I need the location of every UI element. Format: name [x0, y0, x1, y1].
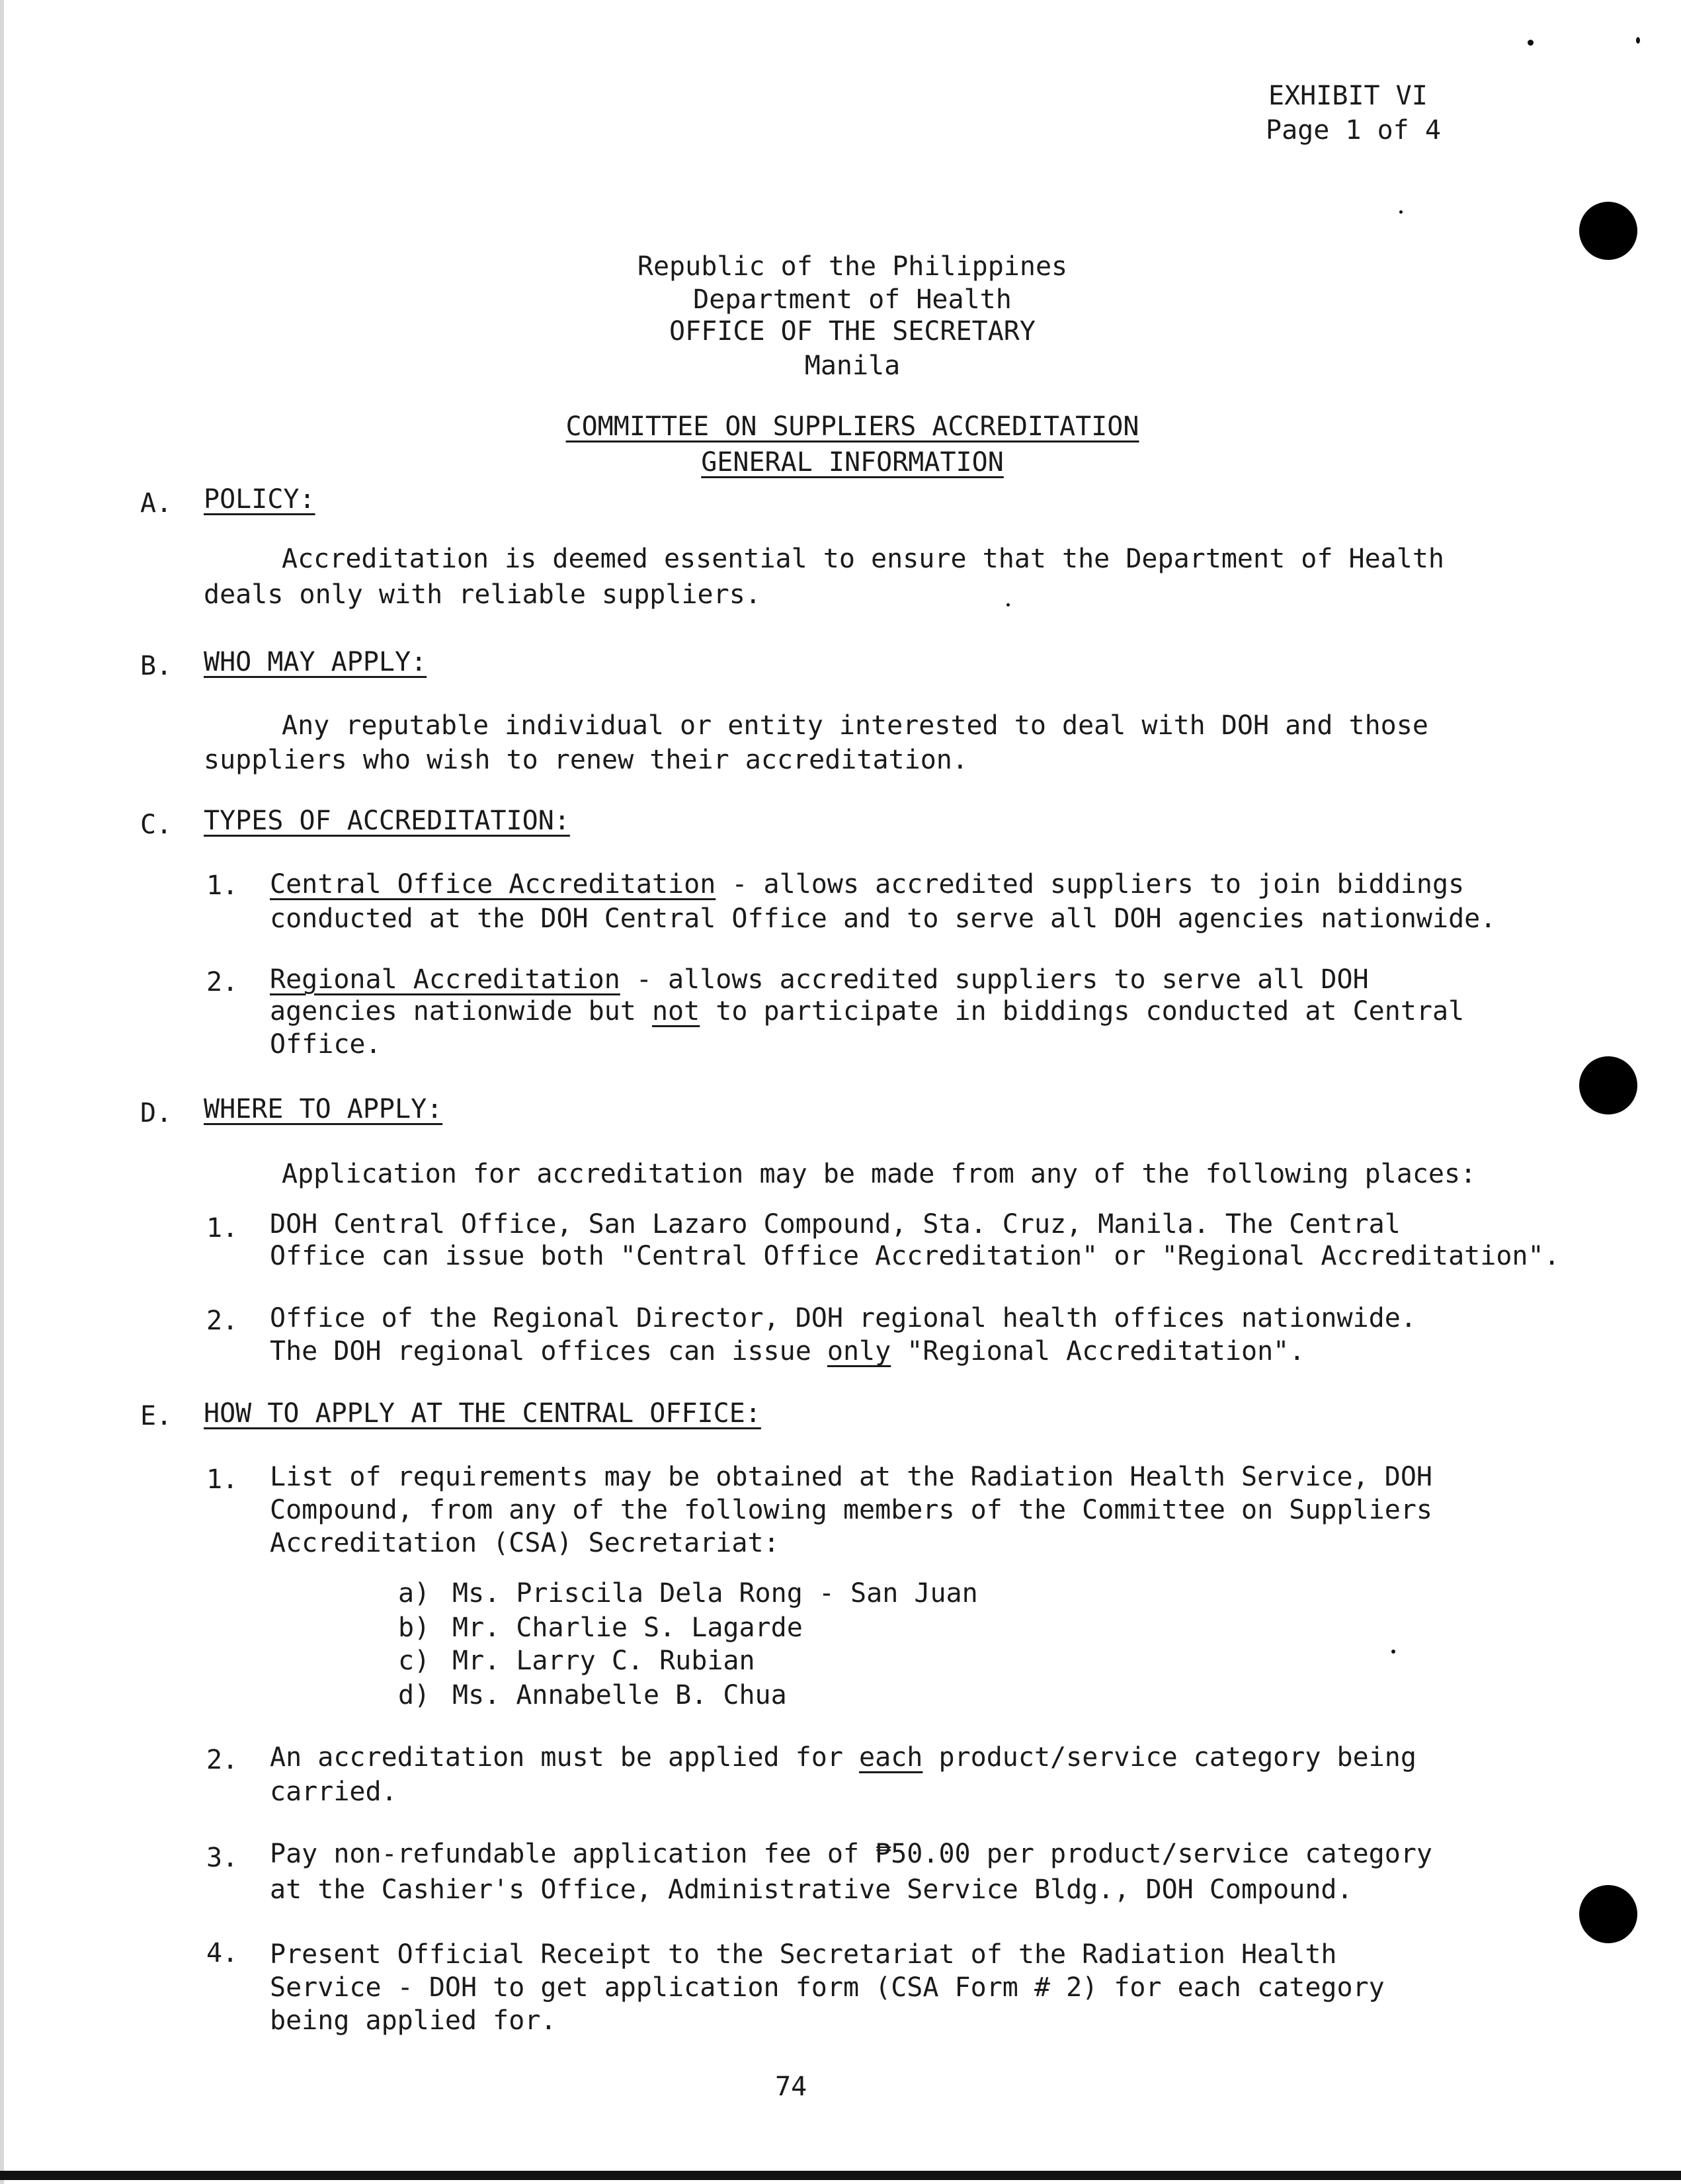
how-item2-line1-end: product/service category being: [922, 1742, 1416, 1773]
where-to-apply-intro: Application for accreditation may be made from any of the following places:: [282, 1159, 1477, 1189]
member-label: d): [398, 1680, 430, 1710]
letterhead-republic: Republic of the Philippines: [637, 251, 1068, 282]
types-item2-num: 2.: [206, 967, 239, 997]
where-item2-line2: [270, 1335, 1305, 1368]
how-item3-line2: at the Cashier's Office, Administrative Service Bldg., DOH Compound.: [270, 1874, 1353, 1905]
section-e-heading: HOW TO APPLY AT THE CENTRAL OFFICE:: [204, 1398, 761, 1429]
types-item2-description: - allows accredited suppliers to serve all DOH: [620, 964, 1369, 995]
where-item2-line1: Office of the Regional Director, DOH regional health offices nationwide.: [270, 1303, 1416, 1333]
letterhead-department: Department of Health: [693, 284, 1012, 315]
who-may-apply-line1: Any reputable individual or entity interested to deal with DOH and those: [282, 710, 1428, 741]
how-item2-line1-start: An accreditation must be applied for: [270, 1742, 860, 1773]
types-item2-line2: [270, 995, 1464, 1028]
binder-hole-middle: [1579, 1056, 1637, 1114]
section-b-letter: B.: [140, 651, 173, 681]
secretariat-member: [398, 1611, 803, 1644]
binder-hole-bottom: [1579, 1885, 1637, 1943]
letterhead-office: OFFICE OF THE SECRETARY: [669, 316, 1036, 347]
types-item1-num: 1.: [206, 870, 239, 901]
section-d-heading: WHERE TO APPLY:: [204, 1094, 443, 1124]
where-item2-line2-end: "Regional Accreditation".: [891, 1336, 1305, 1366]
section-c-letter: C.: [140, 810, 173, 840]
member-name: Ms. Priscila Dela Rong - San Juan: [452, 1578, 978, 1609]
exhibit-label: EXHIBIT VI: [1268, 81, 1428, 111]
how-item3-num: 3.: [206, 1843, 239, 1873]
how-item4-num: 4.: [206, 1938, 239, 1968]
regional-accreditation-term: Regional Accreditation: [270, 964, 620, 995]
how-item2-line2: carried.: [270, 1777, 397, 1807]
scan-speck: [1399, 210, 1403, 214]
types-item2-line1: [270, 963, 1369, 996]
section-e-letter: E.: [140, 1401, 173, 1431]
page-bottom-edge: [0, 2171, 1681, 2180]
member-label: c): [398, 1646, 430, 1676]
emphasis-not: not: [651, 996, 700, 1027]
scan-speck: [1528, 40, 1534, 46]
page-edge: [0, 0, 4, 2184]
letterhead-city: Manila: [804, 351, 901, 381]
where-item1-num: 1.: [206, 1213, 239, 1243]
types-item1-description: - allows accredited suppliers to join biddings: [716, 869, 1465, 900]
how-item4-line2: Service - DOH to get application form (CSA Form # 2) for each category: [270, 1972, 1385, 2003]
types-item2-line3: Office.: [270, 1029, 382, 1060]
member-name: Ms. Annabelle B. Chua: [452, 1680, 787, 1710]
page-count: Page 1 of 4: [1266, 115, 1441, 146]
types-item2-line2-start: agencies nationwide but: [270, 996, 652, 1027]
member-label: a): [398, 1578, 430, 1609]
section-b-heading: WHO MAY APPLY:: [204, 647, 427, 677]
who-may-apply-line2: suppliers who wish to renew their accreditation.: [204, 745, 968, 775]
emphasis-each: each: [859, 1742, 923, 1773]
secretariat-member: [398, 1577, 978, 1610]
where-item1-line2: Office can issue both "Central Office Accreditation" or "Regional Accreditation".: [270, 1241, 1560, 1271]
scan-speck: [1636, 37, 1640, 44]
policy-text-line1: Accreditation is deemed essential to ensure that the Department of Health: [282, 544, 1444, 574]
how-item1-line1: List of requirements may be obtained at the Radiation Health Service, DOH: [270, 1462, 1432, 1492]
page-number: 74: [775, 2072, 807, 2102]
how-item1-line2: Compound, from any of the following members of the Committee on Suppliers: [270, 1495, 1432, 1525]
section-c-heading: TYPES OF ACCREDITATION:: [204, 806, 570, 836]
document-title: COMMITTEE ON SUPPLIERS ACCREDITATION: [565, 411, 1139, 442]
section-d-letter: D.: [140, 1098, 173, 1128]
policy-text-line2: deals only with reliable suppliers.: [204, 579, 761, 610]
how-item2-line1: [270, 1741, 1416, 1774]
binder-hole-top: [1579, 202, 1637, 260]
member-name: Mr. Larry C. Rubian: [452, 1646, 755, 1676]
central-office-accreditation-term: Central Office Accreditation: [270, 869, 716, 900]
types-item2-line2-end: to participate in biddings conducted at Central: [700, 996, 1465, 1027]
how-item1-line3: Accreditation (CSA) Secretariat:: [270, 1528, 780, 1558]
section-a-heading: POLICY:: [204, 484, 315, 515]
scan-speck: [1006, 603, 1010, 607]
types-item1-line1: [270, 868, 1464, 901]
how-item2-num: 2.: [206, 1745, 239, 1775]
how-item3-line1: Pay non-refundable application fee of ₱50.00 per product/service category: [270, 1839, 1432, 1869]
how-item4-line1: Present Official Receipt to the Secretariat of the Radiation Health: [270, 1939, 1337, 1970]
emphasis-only: only: [827, 1336, 891, 1366]
where-item2-num: 2.: [206, 1306, 239, 1336]
member-name: Mr. Charlie S. Lagarde: [452, 1613, 803, 1643]
member-label: b): [398, 1613, 430, 1643]
how-item1-num: 1.: [206, 1464, 239, 1495]
where-item1-line1: DOH Central Office, San Lazaro Compound, Sta. Cruz, Manila. The Central: [270, 1209, 1401, 1239]
scan-speck: [1391, 1650, 1395, 1654]
secretariat-member: [398, 1644, 755, 1677]
secretariat-member: [398, 1679, 787, 1712]
where-item2-line2-start: The DOH regional offices can issue: [270, 1336, 827, 1366]
section-a-letter: A.: [140, 488, 173, 519]
types-item1-line2: conducted at the DOH Central Office and to serve all DOH agencies nationwide.: [270, 903, 1496, 934]
document-subtitle: GENERAL INFORMATION: [701, 447, 1004, 478]
how-item4-line3: being applied for.: [270, 2005, 557, 2036]
